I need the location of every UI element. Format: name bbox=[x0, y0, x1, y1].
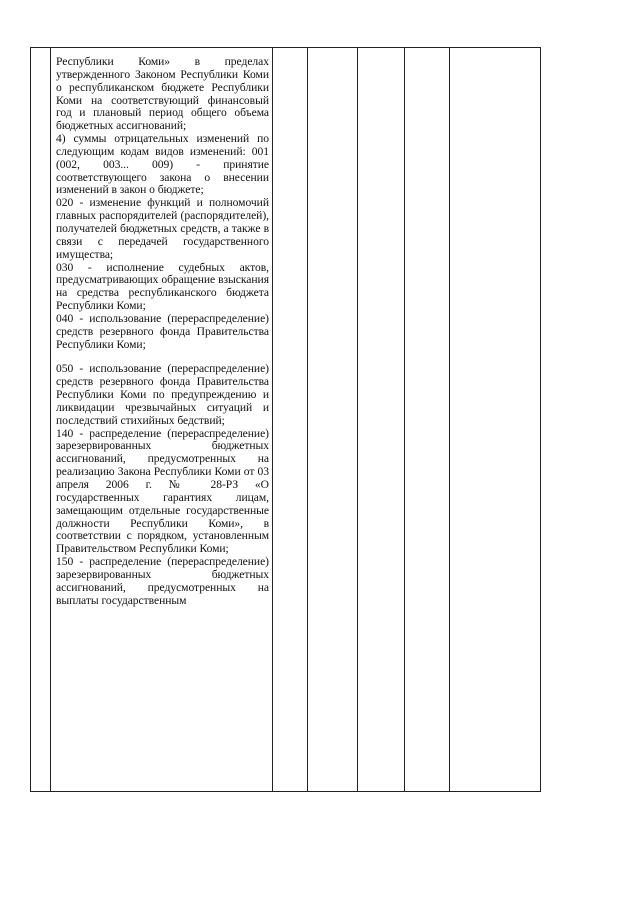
empty-cell-4 bbox=[405, 48, 450, 792]
paragraph-3: 020 - изменение функций и полномочий главных распорядителей (распорядителей), получателей бюджетных средств, а также в связи с передачей государственного имущества; bbox=[56, 196, 269, 261]
paragraph-1: Республики Коми» в пределах утвержденного Законом Республики Коми о республиканском бюджете Республики Коми на соответствующий финансовый год и плановый период общего объема бюджетных ассигнований; bbox=[56, 55, 269, 133]
table-row bbox=[31, 48, 541, 792]
empty-cell-1 bbox=[273, 48, 308, 792]
empty-cell-3 bbox=[358, 48, 405, 792]
empty-cell-5 bbox=[450, 48, 541, 792]
paragraph-7: 140 - распределение (перераспределение) зарезервированных бюджетных ассигнований, предусмотренных на реализацию Закона Республики Коми от 03 апреля 2006 г. № 28-РЗ «О государственных гарантиях лицам, замещающим отдельные государственные должности Республики Коми», в соответствии с порядком, установленным Правительством Республики Коми; bbox=[56, 426, 269, 556]
empty-cell-2 bbox=[308, 48, 358, 792]
number-cell bbox=[31, 48, 51, 792]
description-cell bbox=[51, 48, 273, 792]
paragraph-2: 4) суммы отрицательных изменений по следующим кодам видов изменений: 001 (002, 003... 009) - принятие соответствующего закона о внесении изменений в закон о бюджете; bbox=[56, 132, 269, 197]
paragraph-4: 030 - исполнение судебных актов, предусматривающих обращение взыскания на средства республиканского бюджета Республики Коми; bbox=[56, 260, 269, 313]
paragraph-6: 050 - использование (перераспределение) средств резервного фонда Правительства Республики Коми по предупреждению и ликвидации чрезвычайных ситуаций и последствий стихийных бедствий; bbox=[56, 362, 269, 427]
paragraph-8: 150 - распределение (перераспределение) зарезервированных бюджетных ассигнований, предусмотренных на выплаты государственным bbox=[56, 555, 269, 607]
document-table bbox=[30, 47, 541, 792]
paragraph-5: 040 - использование (перераспределение) средств резервного фонда Правительства Республики Коми; bbox=[56, 311, 269, 351]
